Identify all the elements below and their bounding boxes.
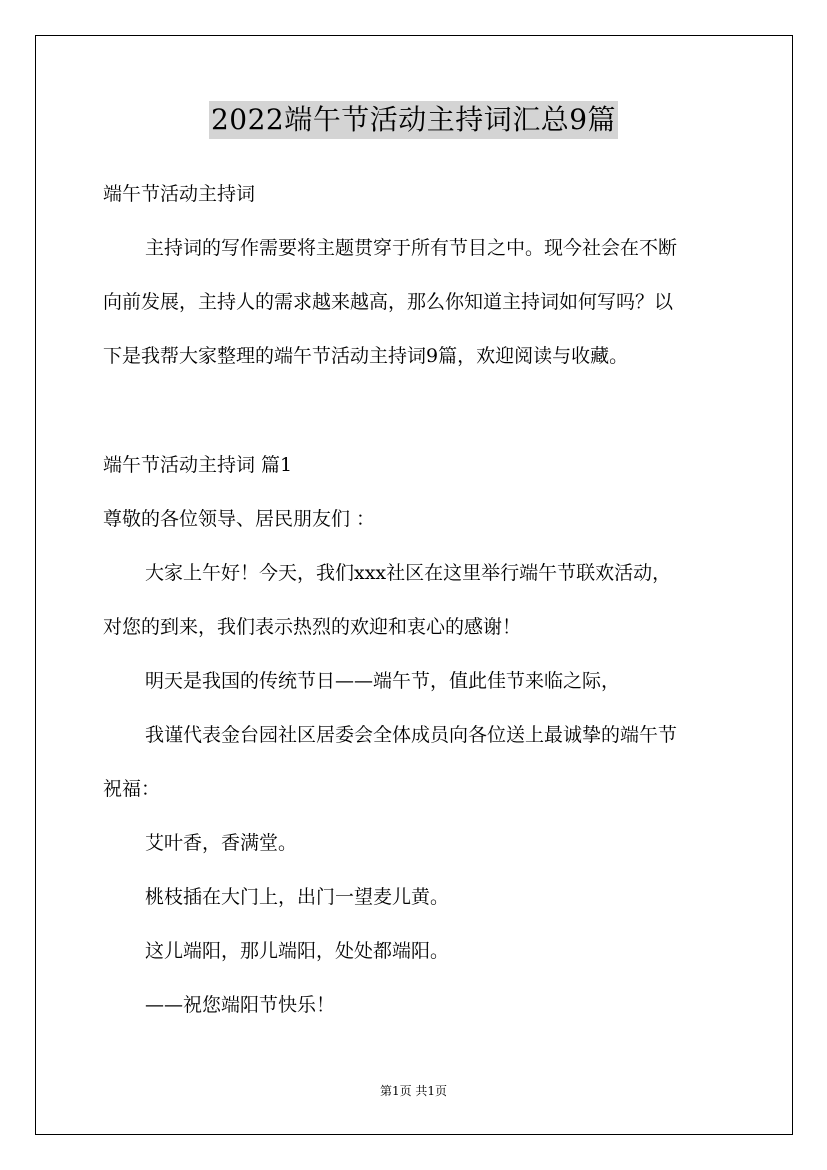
document-heading: 端午节活动主持词 xyxy=(103,183,256,205)
body-line-6: 艾叶香，香满堂。 xyxy=(145,832,298,854)
intro-line-3: 下是我帮大家整理的端午节活动主持词9篇，欢迎阅读与收藏。 xyxy=(103,345,629,367)
body-line-2: 对您的到来，我们表示热烈的欢迎和衷心的感谢！ xyxy=(103,616,522,638)
body-line-4: 我谨代表金台园社区居委会全体成员向各位送上最诚挚的端午节 xyxy=(145,724,678,746)
section-heading: 端午节活动主持词 篇1 xyxy=(103,454,293,476)
document-title: 2022端午节活动主持词汇总9篇 xyxy=(209,101,618,139)
body-line-3: 明天是我国的传统节日——端午节，值此佳节来临之际， xyxy=(145,670,621,692)
body-line-5: 祝福： xyxy=(103,778,161,800)
body-line-9: ——祝您端阳节快乐！ xyxy=(145,994,336,1016)
salutation: 尊敬的各位领导、居民朋友们 ： xyxy=(103,508,376,530)
intro-line-1: 主持词的写作需要将主题贯穿于所有节目之中。现今社会在不断 xyxy=(145,237,678,259)
body-line-7: 桃枝插在大门上，出门一望麦儿黄。 xyxy=(145,886,450,908)
page-footer: 第1页 共1页 xyxy=(379,1084,448,1098)
body-line-1: 大家上午好！今天，我们xxx社区在这里举行端午节联欢活动， xyxy=(145,562,672,584)
intro-line-2: 向前发展，主持人的需求越来越高，那么你知道主持词如何写吗？以 xyxy=(103,291,674,313)
title-container xyxy=(0,101,827,139)
body-line-8: 这儿端阳，那儿端阳，处处都端阳。 xyxy=(145,940,450,962)
